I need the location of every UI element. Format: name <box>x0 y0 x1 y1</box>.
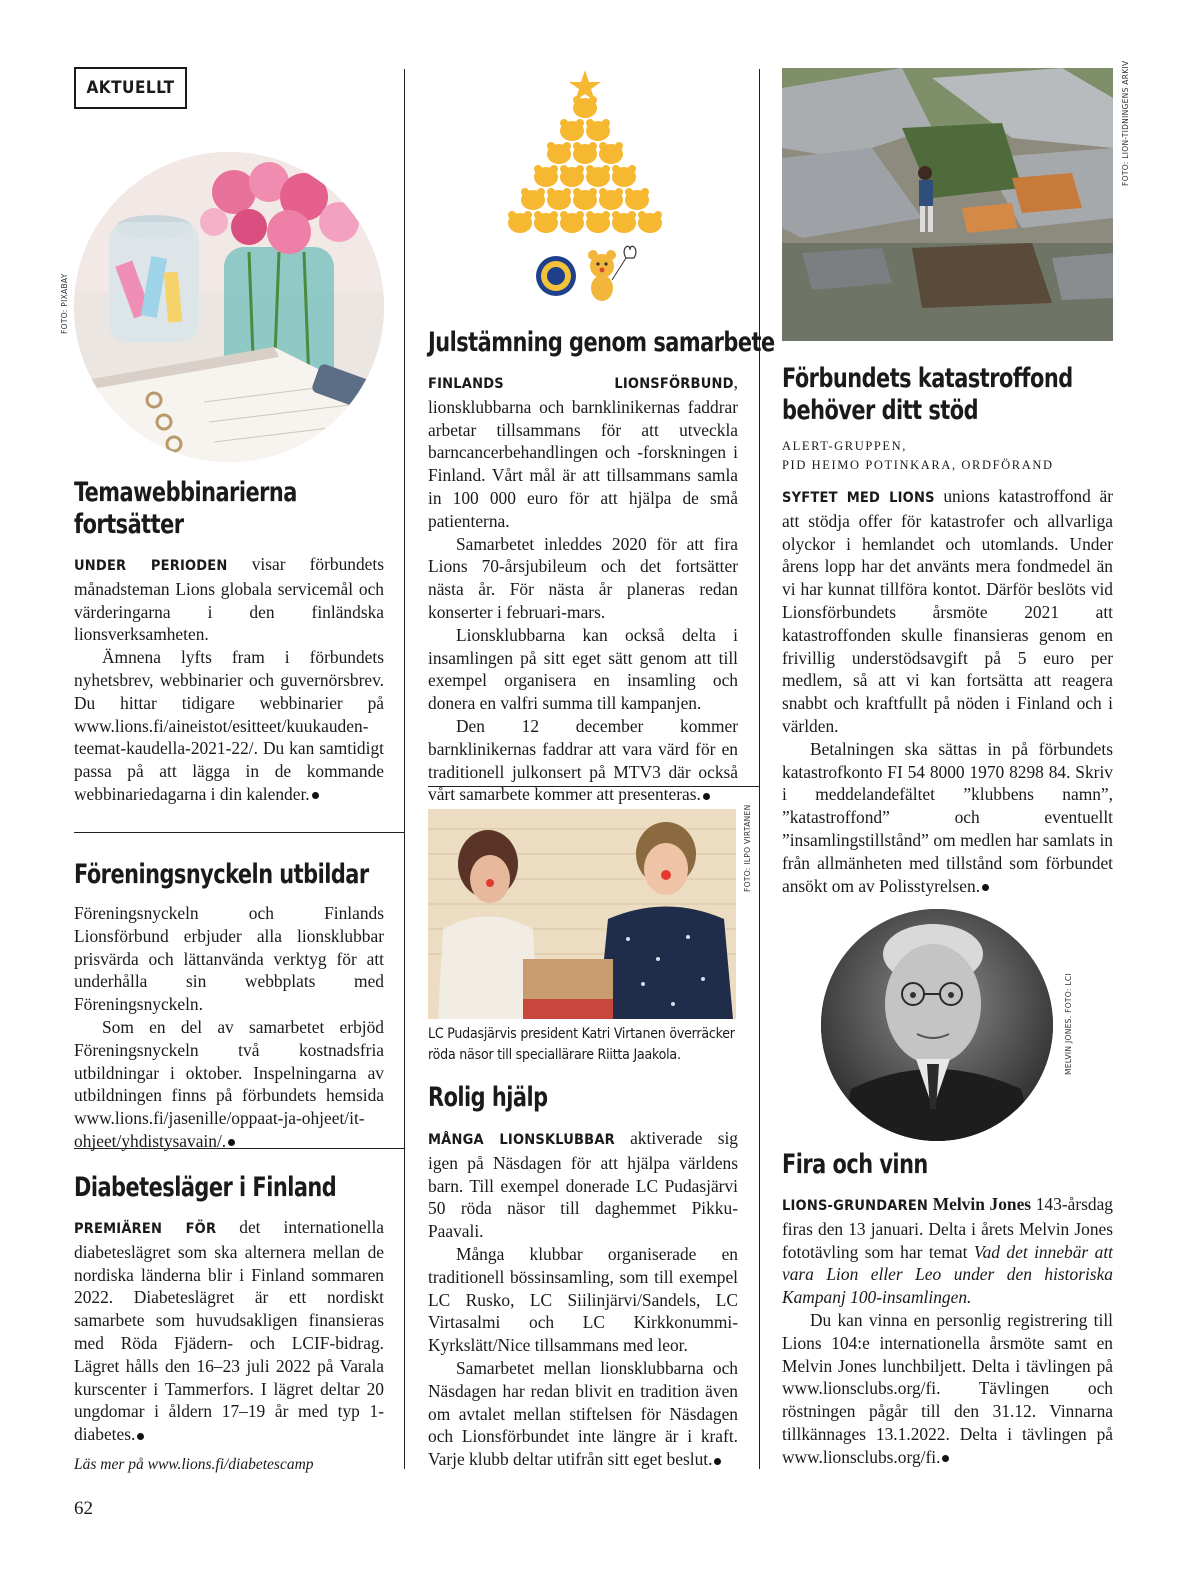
tree-blob-ear <box>589 188 597 196</box>
diabetes-body <box>74 1216 384 1446</box>
tree-blob-ear <box>638 211 646 219</box>
tree-blob-ear <box>508 211 516 219</box>
foreningsnyckeln-p1: Föreningsnyckeln och Finlands Lionsförbund erbjuder alla lionsklubbar prisvärda och lättanvända verktyg för att underhålla sin webbplats med Föreningsnyckeln. <box>74 903 384 1015</box>
webinar-title-line1: Temawebbinarierna <box>74 477 297 508</box>
photo-credit-noses: FOTO: ILPO VIRTANEN <box>743 804 752 892</box>
webinar-body <box>74 553 384 806</box>
column-rule-left <box>404 69 405 1469</box>
webinar-lead: UNDER PERIODEN <box>74 558 228 574</box>
tree-blob-ear <box>576 211 584 219</box>
byline-line2: PID HEIMO POTINKARA, ORDFÖRAND <box>782 458 1054 472</box>
fira-lead-name: Melvin Jones <box>932 1194 1032 1214</box>
tree-blob-ear <box>602 165 610 173</box>
end-bullet <box>982 884 989 891</box>
tree-blob-ear <box>586 165 594 173</box>
teddy-bear-icon <box>588 246 636 301</box>
fira-title: Fira och vinn <box>782 1149 928 1180</box>
tree-blob-ear <box>586 119 594 127</box>
webinar-title-line2: fortsätter <box>74 509 184 540</box>
tree-blob-ear <box>599 188 607 196</box>
fira-body: LIONS-GRUNDAREN Melvin Jones 143-årsdag firas den 13 januari. Delta i årets Melvin Jones fototävling som har temat Vad det innebär att vara Lion eller Leo under den historiska Kampanj 100-insamlingen. Du kan vinna en personlig registrering till Lions 104:e internationella årsmöte samt en Melvin Jones lunchbiljett. Delta i tävlingen på www.lionsclubs.org/fi. Tävlingen och röstningen pågår till den 31.12. Vinnarna tillkännages 13.1.2022. Delta i tävlingen på www.lionsclubs.org/fi. <box>782 1194 1113 1467</box>
tree-blob-ear <box>628 165 636 173</box>
katastrof-title-line2: behöver ditt stöd <box>782 395 979 426</box>
end-bullet <box>137 1433 144 1440</box>
tree-blob-ear <box>563 188 571 196</box>
end-bullet <box>312 792 319 799</box>
tree-blob-ear <box>550 211 558 219</box>
red-noses-photo <box>428 809 736 1019</box>
column-rule-right <box>759 69 760 1469</box>
page-number: 62 <box>74 1498 93 1519</box>
tree-blob-ear <box>615 188 623 196</box>
tree-blob-ear <box>521 188 529 196</box>
tree-blob-ear <box>599 142 607 150</box>
rolig-p1: aktiverade sig igen på Näsdagen för att hjälpa världens barn. Till exempel donerade LC Pudasjärvi 50 röda näsor till daghemmet Pikku-Paavali. <box>428 1128 738 1242</box>
tree-blob-ear <box>654 211 662 219</box>
diabetes-lead: PREMIÄREN FÖR <box>74 1221 217 1237</box>
diabetes-p1: det internationella diabeteslägret som ska alternera mellan de nordiska länderna blir i Finland sommaren 2022. Diabeteslägret är ett nordiskt samarbete som huvudsakligen finansieras med Röda Fjädern- och LCIF-bidrag. Lägret hålls den 16–23 juli 2022 på Varala kurscenter i Tammerfors. I lägret deltar 20 ungdomar i åldern 17–19 år med typ 1-diabetes. <box>74 1217 384 1445</box>
rolig-lead: MÅNGA LIONSKLUBBAR <box>428 1132 615 1148</box>
flowers-planner-photo <box>74 152 384 462</box>
christmas-tree-illustration <box>490 66 680 306</box>
tree-blob-ear <box>573 96 581 104</box>
jul-p1: , lionsklubbarna och barnklinikernas faddrar arbetar tillsammans för att utveckla barncancerbehandlingen och -forskningen i Finland. Vårt mål är att tillsammans samla in 100 000 euro för att hjälpa de små patienterna. <box>428 372 738 531</box>
tree-blob-ear <box>576 119 584 127</box>
tree-blob-ear <box>534 211 542 219</box>
jul-p3: Lionsklubbarna kan också delta i insamlingen på sitt eget sätt genom att till exempel organisera en insamling och donera en valfri summa till kampanjen. <box>428 624 738 714</box>
katastrof-p1: unions katastroffond är att stödja offer för katastrofer och allvarliga olyckor i hemlandet och utomlands. Under årens lopp har det använts mera fondmedel än vi har kunnat tillföra kontot. Därför beslöts vid Lionsförbundets årsmöte 2021 att katastroffonden skulle finansieras genom en frivillig understödsavgift på 5 euro per medlem, så att vi kan fortsätta att reagera snabbt och kraftfullt på nöden i Finland och i världen. <box>782 486 1113 736</box>
disaster-photo <box>782 68 1113 341</box>
tree-blob-ear <box>628 211 636 219</box>
foreningsnyckeln-p2: Som en del av samarbetet erbjöd Föreningsnyckeln två kostnadsfria utbildningar i oktober. Inspelningarna av utbildningen finns på förbundets hemsida www.lions.fi/jasenille/oppaat-ja-ohjeet/it-ohjeet/yhdistysavain/. <box>74 1016 384 1151</box>
jul-body <box>428 371 738 806</box>
webinar-p2: Ämnena lyfts fram i förbundets nyhetsbrev, webbinarier och guvernörsbrev. Du hittar tidigare webbinarier på www.lions.fi/aineistot/esitteet/kuukauden-teemat-kaudella-2021-22/. Du kan samtidigt passa på att lägga in de kommande webbinariedagarna i din kalender. <box>74 647 384 804</box>
tree-blob-ear <box>615 142 623 150</box>
katastrof-title-line1: Förbundets katastroffond <box>782 363 1073 394</box>
tree-blob-ear <box>560 119 568 127</box>
tree-blob-ear <box>589 142 597 150</box>
tree-blob-ear <box>602 119 610 127</box>
katastrof-byline <box>782 437 1054 475</box>
rolig-body <box>428 1127 738 1471</box>
photo-credit-melvin: MELVIN JONES. FOTO: LCI <box>1064 973 1073 1075</box>
foreningsnyckeln-title: Föreningsnyckeln utbildar <box>74 859 369 890</box>
jul-lead: FINLANDS LIONSFÖRBUND <box>428 376 734 392</box>
fira-p1-theme: Vad det innebär att vara Lion eller Leo under den historiska Kampanj 100-insamlingen <box>782 1241 1113 1308</box>
tree-blob-ear <box>560 165 568 173</box>
lions-logo-icon <box>536 256 576 296</box>
tree-blob-ear <box>524 211 532 219</box>
tree-blob-ear <box>547 142 555 150</box>
tree-blob-ear <box>586 211 594 219</box>
end-bullet <box>228 1139 235 1146</box>
noses-caption: LC Pudasjärvis president Katri Virtanen överräcker röda näsor till speciallärare Riitta Jaakola. <box>428 1026 735 1063</box>
melvin-jones-portrait <box>821 909 1053 1141</box>
katastrof-p2: Betalningen ska sättas in på förbundets katastrofkonto FI 54 8000 1970 8298 84. Skriv i meddelandefältet ”klubbens namn”, ”katastroffond” och eventuellt ”insamlingstillstånd” om medlen har samlats in från allmänheten med tillstånd som förbundet ansökt om av Polisstyrelsen. <box>782 738 1113 896</box>
star-icon <box>569 70 601 101</box>
end-bullet <box>942 1455 949 1462</box>
webinar-title <box>74 477 297 541</box>
diabetes-title: Diabetesläger i Finland <box>74 1172 337 1203</box>
end-bullet <box>703 793 710 800</box>
tree-blob-ear <box>612 211 620 219</box>
tree-blob-ear <box>537 188 545 196</box>
rolig-p3: Samarbetet mellan lionsklubbarna och Näsdagen har redan blivit en tradition även om avtalet mellan stiftelsen för Näsdagen och Lionsförbundet inte längre är i kraft. Varje klubb deltar utifrån sitt eget beslut. <box>428 1357 738 1470</box>
foreningsnyckeln-body <box>74 902 384 1153</box>
photo-credit-pixabay: FOTO: PIXABAY <box>60 273 69 334</box>
fira-p2: Du kan vinna en personlig registrering till Lions 104:e internationella årsmöte samt en Melvin Jones lunchbiljett. Delta i tävlingen på www.lionsclubs.org/fi. Tävlingen och röstningen pågår till den 31.12. Vinnarna tillkännages 13.1.2022. Delta i tävlingen på www.lionsclubs.org/fi. <box>782 1309 1113 1467</box>
tree-blob-ear <box>563 142 571 150</box>
photo-credit-disaster: FOTO: LION-TIDNINGENS ARKIV <box>1121 60 1130 186</box>
jul-p4: Den 12 december kommer barnklinikernas faddrar att vara värd för en traditionell julkonsert på MTV3 där också vårt samarbete kommer att presenteras. <box>428 715 738 805</box>
tree-blob-ear <box>589 96 597 104</box>
rolig-title: Rolig hjälp <box>428 1082 548 1113</box>
section-tag: AKTUELLT <box>74 67 187 109</box>
tree-blob-ear <box>641 188 649 196</box>
end-bullet <box>714 1458 721 1465</box>
diabetes-footnote: Läs mer på www.lions.fi/diabetescamp <box>74 1456 314 1473</box>
tree-blob-ear <box>625 188 633 196</box>
rolig-p2: Många klubbar organiserade en traditionell bössinsamling, som till exempel LC Rusko, LC Siilinjärvi/Sandels, LC Virtasalmi och LC Kirkkonummi-Kyrkslätt/Nice tillsammans med leor. <box>428 1243 738 1356</box>
jul-title: Julstämning genom samarbete <box>428 327 775 358</box>
tree-blob-ear <box>547 188 555 196</box>
tree-blob-ear <box>560 211 568 219</box>
tree-blob-ear <box>612 165 620 173</box>
katastrof-body <box>782 485 1113 897</box>
tree-blob-ear <box>534 165 542 173</box>
tree-blob-ear <box>573 142 581 150</box>
katastrof-lead: SYFTET MED LIONS <box>782 490 935 506</box>
fira-p1a: 143-årsdag firas den 13 januari. Delta i årets Melvin Jones fototävling som har temat <box>782 1194 1113 1262</box>
byline-line1: ALERT-GRUPPEN, <box>782 439 908 453</box>
webinar-p1: visar förbundets månadsteman Lions globala servicemål och värderingarna i den finländska lionsverksamheten. <box>74 554 384 645</box>
tree-blob-ear <box>573 188 581 196</box>
fira-lead: LIONS-GRUNDAREN <box>782 1198 929 1214</box>
tree-blob-ear <box>602 211 610 219</box>
tree-blob-ear <box>550 165 558 173</box>
section-rule-1 <box>74 832 404 833</box>
jul-p2: Samarbetet inleddes 2020 för att fira Lions 70-årsjubileum och det fortsätter nästa år. För nästa år planeras redan konserter i februari-mars. <box>428 533 738 622</box>
tree-blob-ear <box>576 165 584 173</box>
katastrof-title <box>782 363 1073 427</box>
